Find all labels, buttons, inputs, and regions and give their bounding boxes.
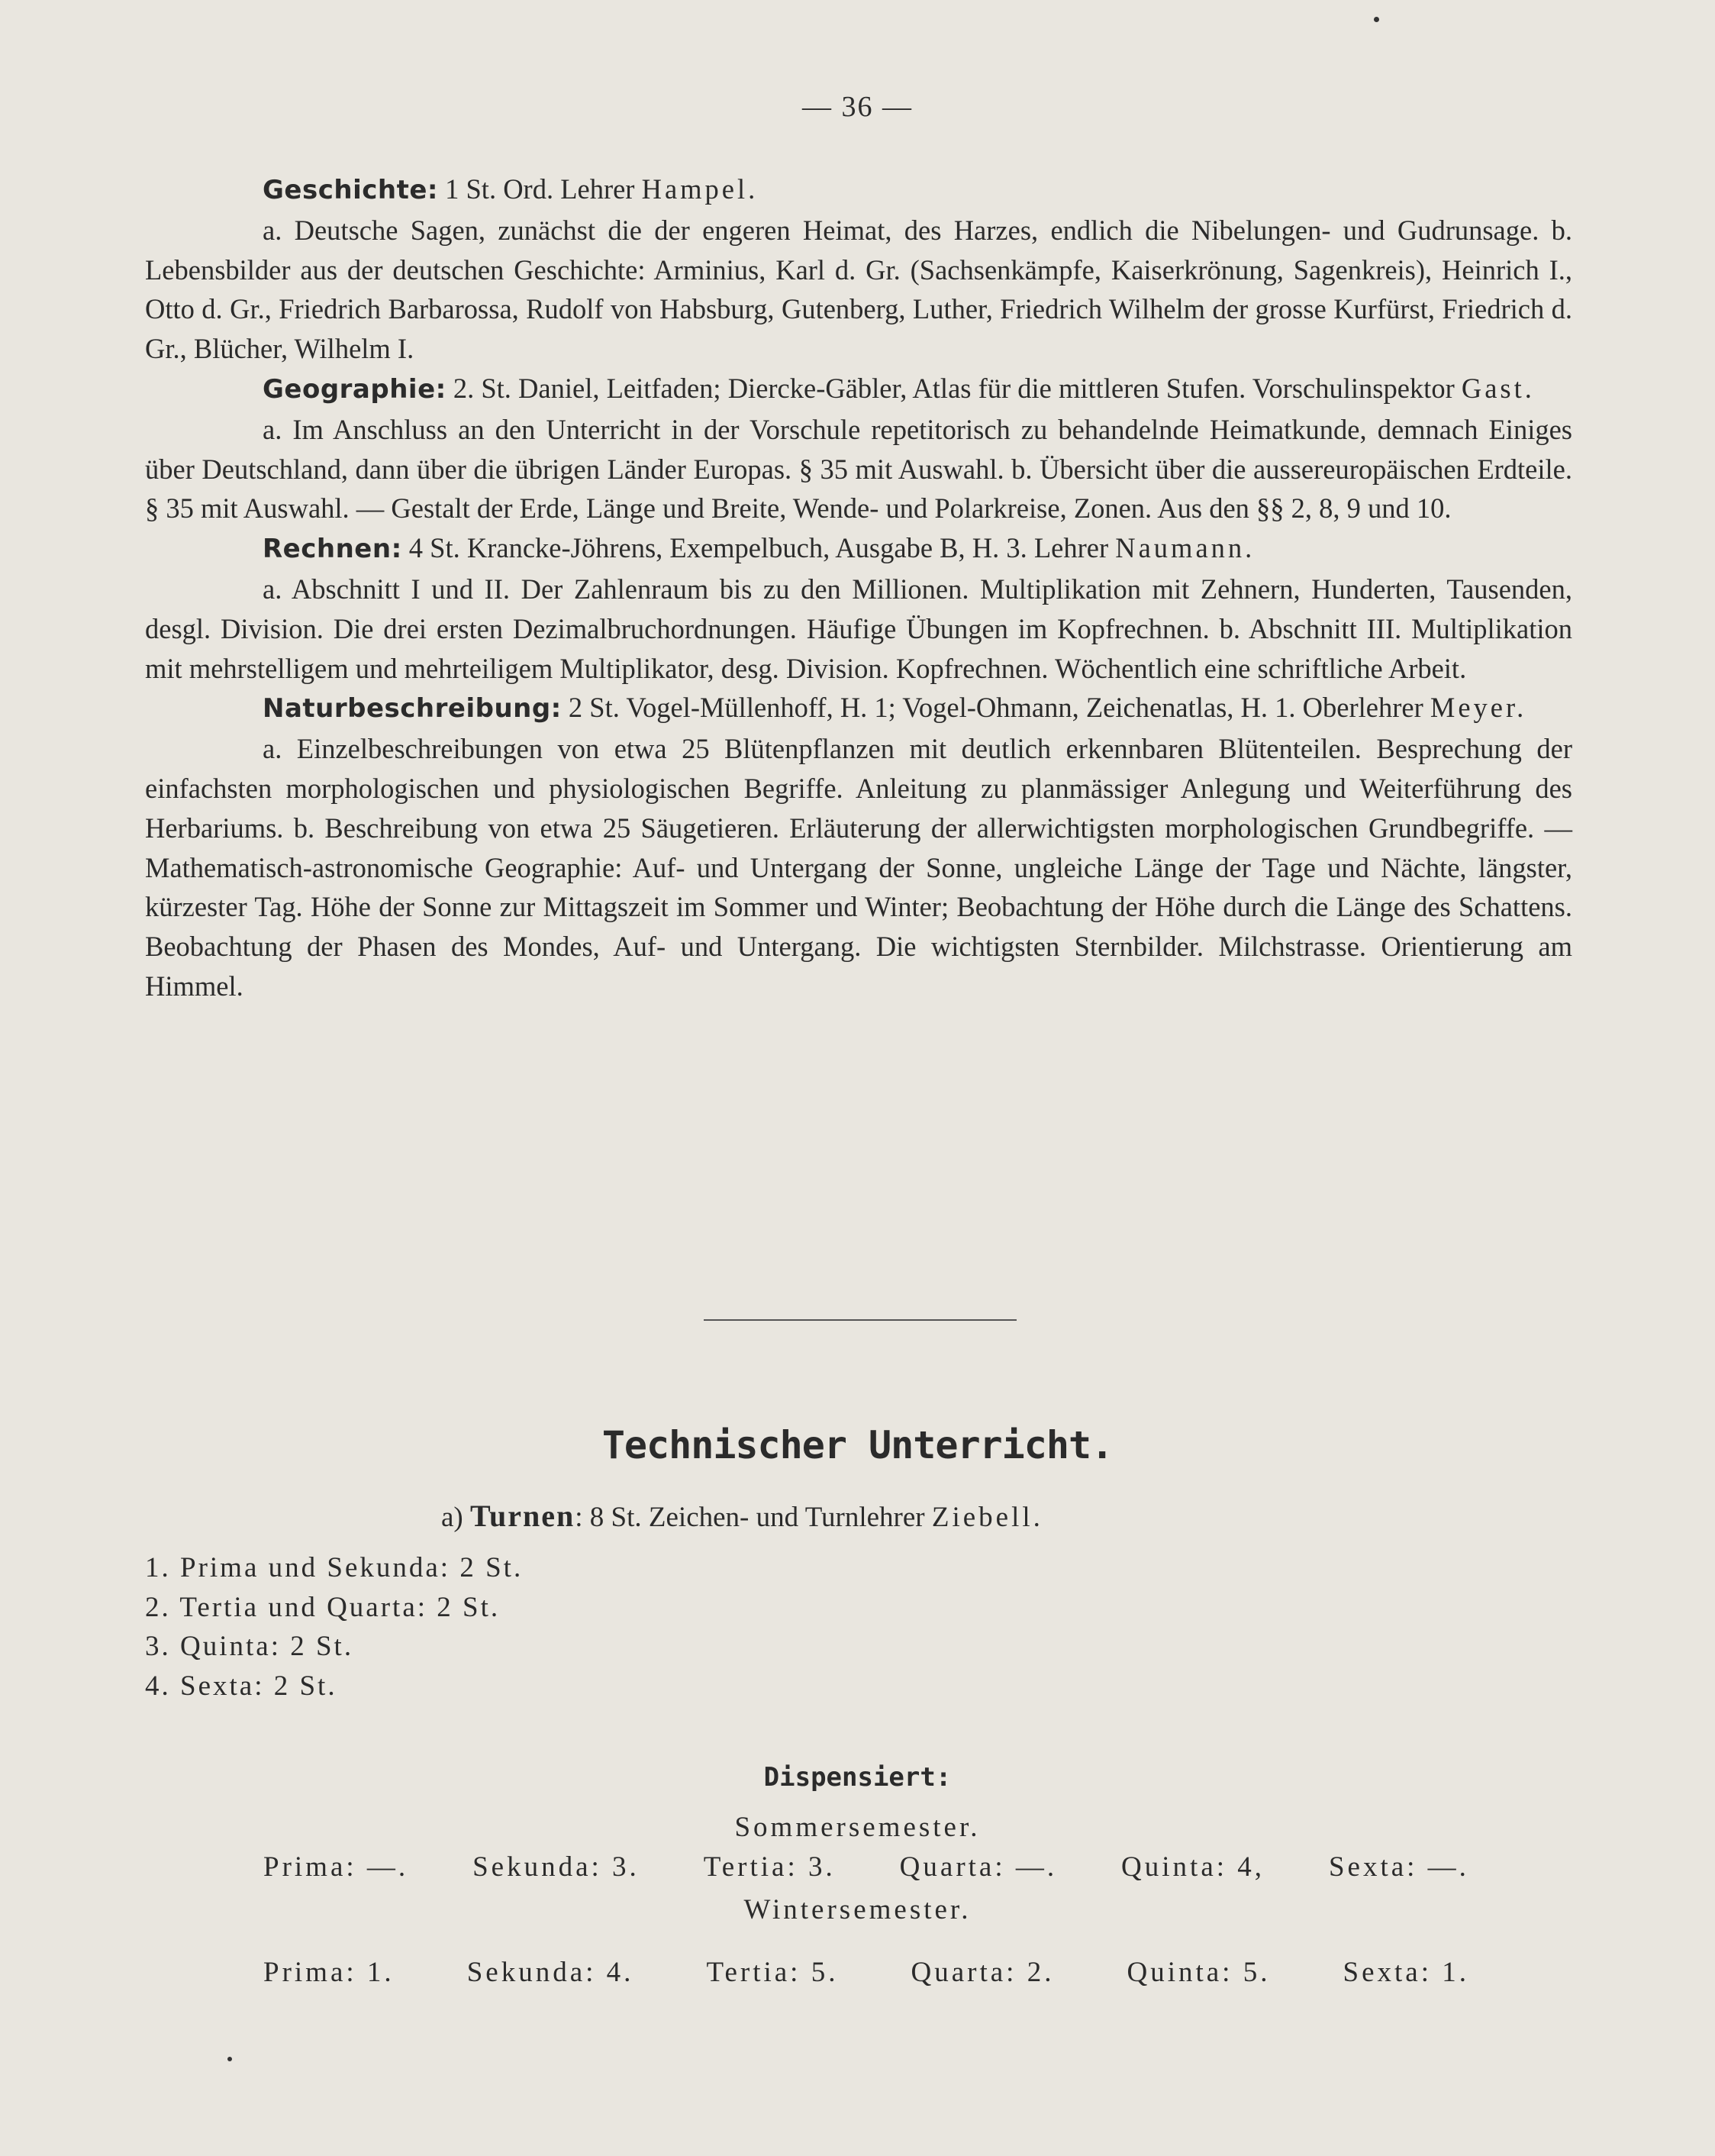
summer-semester-label: Sommersemester.: [734, 1812, 981, 1843]
section-geschichte: [145, 169, 1572, 211]
summer-semester-row: [263, 1851, 1469, 1883]
summer-quinta: Quinta: 4,: [1121, 1851, 1265, 1883]
teacher-name: Hampel.: [641, 173, 759, 205]
section-text: a. Deutsche Sagen, zunächst die der engeren Heimat, des Harzes, endlich die Nibelungen- und Gudrunsage. b. Lebensbilder aus der deutschen Geschichte: Arminius, Karl d. Gr. (Sachsenkämpfe, Kaiserkrönung, Sagenkreis), Heinrich I., Otto d. Gr., Friedrich Barbarossa, Rudolf von Habsburg, Gutenberg, Luther, Friedrich Wilhelm der grosse Kurfürst, Friedrich d. Gr., Blücher, Wilhelm I.: [145, 214, 1572, 365]
teacher-name: Gast.: [1461, 372, 1535, 404]
section-heading: Geschichte:: [263, 175, 438, 205]
class-item: 3. Quinta: 2 St.: [145, 1631, 354, 1662]
winter-semester-label: Wintersemester.: [743, 1894, 972, 1925]
winter-tertia: Tertia: 5.: [706, 1957, 839, 1988]
class-item: 1. Prima und Sekunda: 2 St.: [145, 1552, 524, 1583]
turnen-line: [441, 1496, 1043, 1538]
section-divider: [704, 1319, 1017, 1321]
winter-semester-row: [263, 1956, 1469, 1989]
section-intro: 4 St. Krancke-Jöhrens, Exempelbuch, Ausgabe B, H. 3. Lehrer: [401, 532, 1116, 564]
section-heading: Naturbeschreibung:: [263, 693, 562, 725]
ink-speck: [1374, 17, 1379, 22]
section-text: a. Einzelbeschreibungen von etwa 25 Blütenpflanzen mit deutlich erkennbaren Blütenteilen. Besprechung der einfachsten morphologischen und physiologischen Begriffe. Anleitung zu planmässiger Anlegung und Weiterführung des Herbariums. b. Beschreibung von etwa 25 Säugetieren. Erläuterung der allerwichtigsten morphologischen Grundbegriffe. — Mathematisch-astronomische Geographie: Auf- und Untergang der Sonne, ungleiche Länge der Tage und Nächte, längster, kürzester Tag. Höhe der Sonne zur Mittagszeit im Sommer und Winter; Beobachtung der Höhe durch die Länge des Schattens. Beobachtung der Phasen des Mondes, Auf- und Untergang. Die wichtigsten Sternbilder. Milchstrasse. Orientierung am Himmel.: [145, 733, 1572, 1002]
curriculum-body: [145, 169, 1572, 1006]
teacher-name: Ziebell.: [931, 1502, 1043, 1533]
section-intro: 1 St. Ord. Lehrer: [438, 173, 642, 205]
summer-quarta: Quarta: —.: [899, 1851, 1058, 1883]
summer-sekunda: Sekunda: 3.: [472, 1851, 640, 1883]
section-naturbeschreibung: [145, 688, 1572, 729]
summer-tertia: Tertia: 3.: [703, 1851, 836, 1883]
technical-title: Technischer Unterricht.: [601, 1423, 1114, 1467]
summer-prima: Prima: —.: [263, 1851, 409, 1883]
winter-sekunda: Sekunda: 4.: [466, 1957, 634, 1988]
class-item: 4. Sexta: 2 St.: [145, 1670, 337, 1702]
winter-sexta: Sexta: 1.: [1343, 1957, 1469, 1988]
class-list: [145, 1548, 523, 1706]
teacher-name: Meyer.: [1430, 692, 1527, 724]
section-intro: 2 St. Vogel-Müllenhoff, H. 1; Vogel-Ohmann, Zeichenatlas, H. 1. Oberlehrer: [561, 692, 1430, 724]
ink-speck: [227, 2057, 232, 2061]
section-geographie: [145, 369, 1572, 410]
teacher-name: Naumann.: [1115, 532, 1256, 564]
winter-quarta: Quarta: 2.: [911, 1957, 1055, 1988]
section-rechnen: [145, 528, 1572, 570]
turnen-prefix: a): [441, 1502, 470, 1533]
turnen-text: : 8 St. Zeichen- und Turnlehrer: [575, 1502, 932, 1533]
summer-sexta: Sexta: —.: [1328, 1851, 1469, 1883]
winter-quinta: Quinta: 5.: [1127, 1957, 1271, 1988]
turnen-label: Turnen: [470, 1499, 575, 1533]
winter-prima: Prima: 1.: [263, 1957, 395, 1988]
section-heading: Rechnen:: [263, 534, 402, 565]
section-intro: 2. St. Daniel, Leitfaden; Diercke-Gäbler, Atlas für die mittleren Stufen. Vorschulinspektor: [446, 372, 1462, 404]
section-heading: Geographie:: [263, 373, 446, 405]
page-number: — 36 —: [802, 91, 913, 123]
dispensiert-title: Dispensiert:: [763, 1762, 952, 1793]
section-text: a. Abschnitt I und II. Der Zahlenraum bis zu den Millionen. Multiplikation mit Zehnern, Hunderten, Tausenden, desgl. Division. Die drei ersten Dezimalbruchordnungen. Häufige Übungen im Kopfrechnen. b. Abschnitt III. Multiplikation mit mehrstelligem und mehrteiligem Multiplikator, desg. Division. Kopfrechnen. Wöchentlich eine schriftliche Arbeit.: [145, 573, 1572, 684]
section-text: a. Im Anschluss an den Unterricht in der Vorschule repetitorisch zu behandelnde Heimatkunde, demnach Einiges über Deutschland, dann über die übrigen Länder Europas. § 35 mit Auswahl. b. Übersicht über die aussereuropäischen Erdteile. § 35 mit Auswahl. — Gestalt der Erde, Länge und Breite, Wende- und Polarkreise, Zonen. Aus den §§ 2, 8, 9 und 10.: [145, 413, 1572, 524]
class-item: 2. Tertia und Quarta: 2 St.: [145, 1591, 501, 1623]
